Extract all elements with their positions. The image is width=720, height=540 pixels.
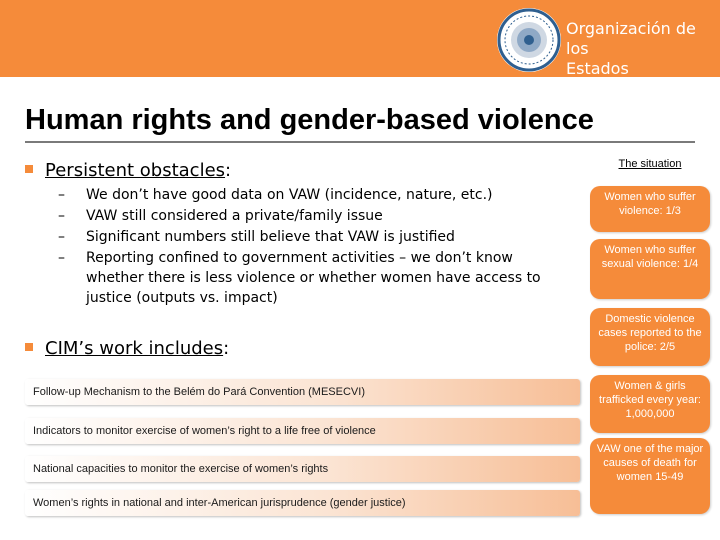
cim-work-item bbox=[25, 418, 580, 444]
cim-work-item-text: Indicators to monitor exercise of women’s right to a life free of violence bbox=[33, 425, 376, 437]
situation-stat-box bbox=[590, 239, 710, 299]
cim-work-item-text: National capacities to monitor the exercise of women’s rights bbox=[33, 463, 329, 475]
obstacles-list bbox=[58, 185, 568, 309]
dash-icon: – bbox=[58, 250, 65, 266]
obstacles-heading bbox=[25, 160, 231, 181]
cim-heading-text: CIM’s work includes bbox=[45, 338, 224, 359]
situation-stat-text: Women who suffer violence: 1/3 bbox=[604, 191, 696, 217]
situation-stat-text: Women who suffer sexual violence: 1/4 bbox=[601, 244, 699, 270]
situation-stat-box bbox=[590, 438, 710, 514]
list-item-text: We don’t have good data on VAW (incidence, nature, etc.) bbox=[86, 187, 493, 203]
cim-work-item-text: Follow-up Mechanism to the Belém do Pará Convention (MESECVI) bbox=[33, 386, 365, 398]
cim-work-item bbox=[25, 490, 580, 516]
cim-work-item bbox=[25, 456, 580, 482]
dash-icon: – bbox=[58, 187, 65, 203]
org-name-line-1: Organización de los bbox=[566, 19, 696, 58]
page-title: Human rights and gender-based violence bbox=[25, 104, 594, 136]
situation-stat-text: Women & girls trafficked every year: 1,000,000 bbox=[599, 380, 701, 420]
cim-work-item bbox=[25, 379, 580, 405]
situation-stat-text: VAW one of the major causes of death for women 15-49 bbox=[596, 443, 704, 483]
obstacles-heading-colon: : bbox=[225, 160, 232, 181]
list-item bbox=[58, 227, 568, 247]
org-name-line-2: Estados Americanos bbox=[566, 59, 661, 98]
list-item bbox=[58, 248, 568, 308]
situation-stat-box bbox=[590, 186, 710, 232]
situation-stat-text: Domestic violence cases reported to the police: 2/5 bbox=[598, 313, 702, 353]
list-item-text: Significant numbers still believe that VAW is justified bbox=[86, 229, 455, 245]
cim-heading-colon: : bbox=[223, 338, 230, 359]
title-divider bbox=[25, 141, 695, 143]
oas-seal-logo bbox=[497, 8, 561, 72]
obstacles-heading-text: Persistent obstacles bbox=[45, 160, 226, 181]
dash-icon: – bbox=[58, 208, 65, 224]
bullet-square-icon bbox=[25, 165, 33, 173]
situation-stat-box bbox=[590, 308, 710, 366]
cim-heading bbox=[25, 338, 229, 359]
list-item bbox=[58, 206, 568, 226]
list-item-text: Reporting confined to government activities – we don’t know whether there is less violence or whether women have access to justice (outputs vs. impact) bbox=[86, 250, 541, 306]
list-item-text: VAW still considered a private/family issue bbox=[86, 208, 383, 224]
organization-name bbox=[566, 19, 720, 99]
list-item bbox=[58, 185, 568, 205]
bullet-square-icon bbox=[25, 343, 33, 351]
dash-icon: – bbox=[58, 229, 65, 245]
cim-work-item-text: Women’s rights in national and inter-American jurisprudence (gender justice) bbox=[33, 497, 406, 509]
situation-stat-box bbox=[590, 375, 710, 433]
situation-heading: The situation bbox=[618, 158, 682, 170]
header-banner bbox=[0, 0, 720, 98]
